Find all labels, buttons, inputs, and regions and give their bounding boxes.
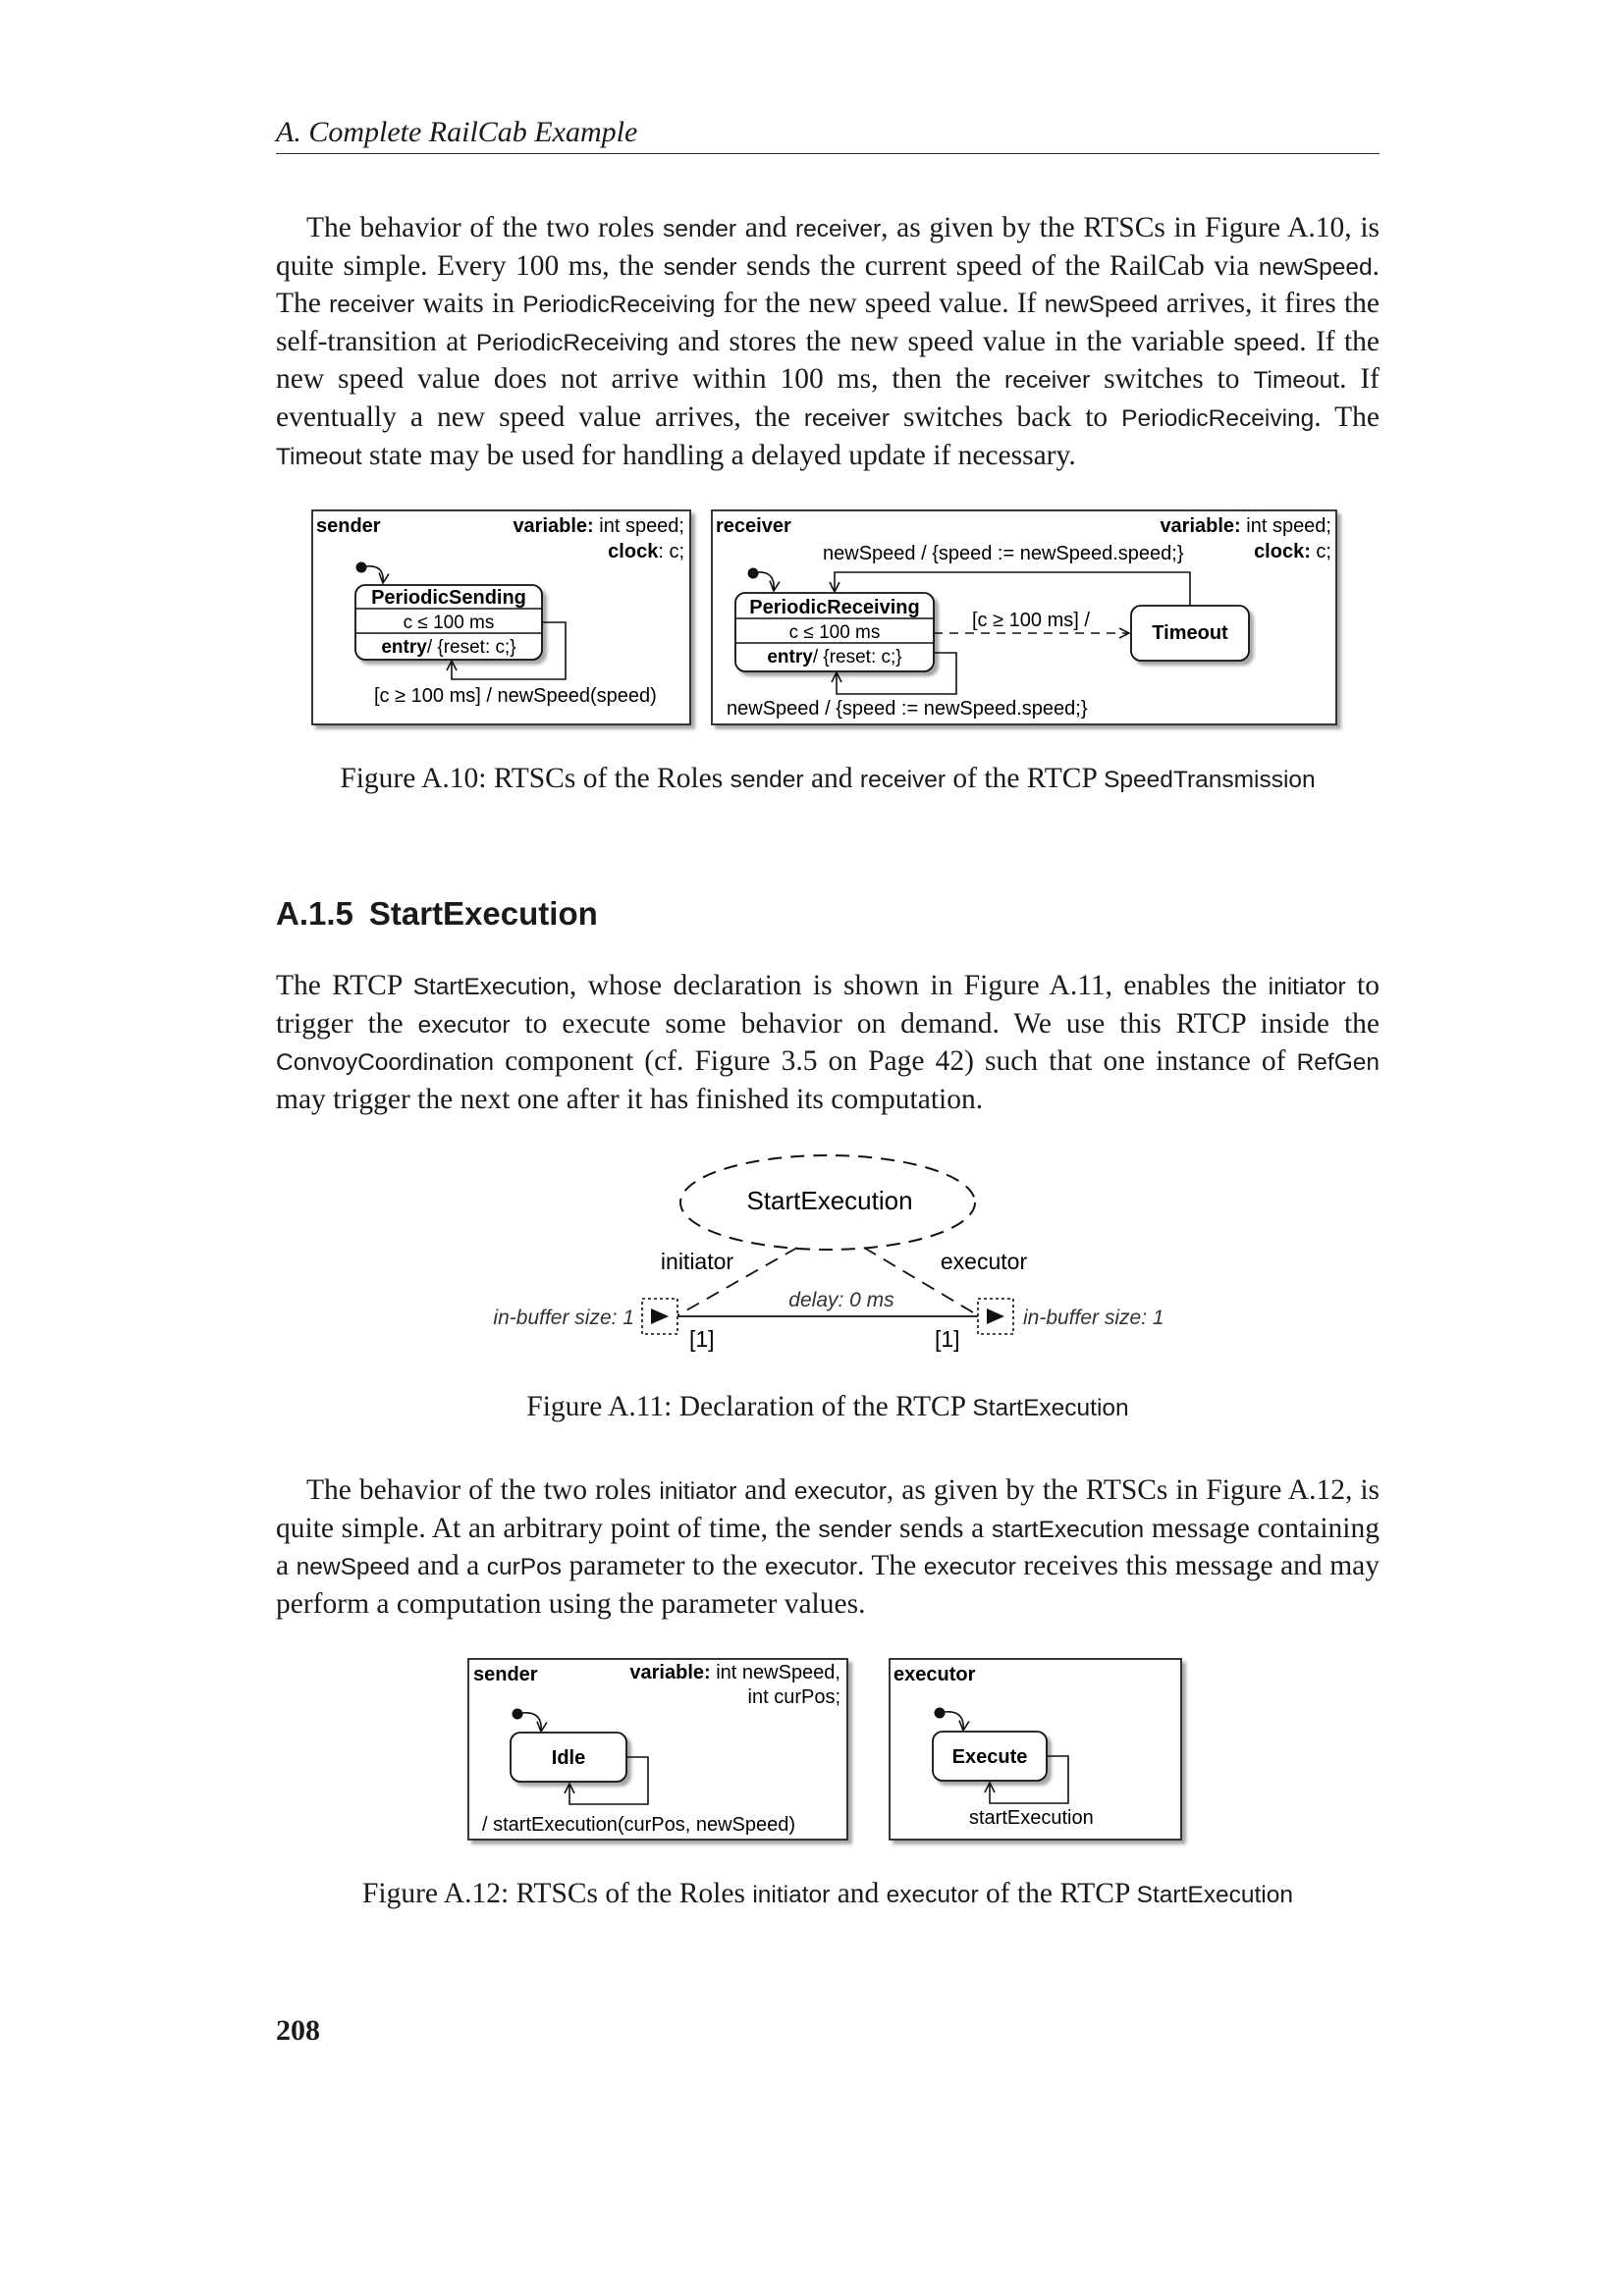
state-idle: [511, 1733, 626, 1782]
paragraph-2: The RTCP StartExecution, whose declaration is shown in Figure A.11, enables the initiator to trigger the executor to execute some behavior on demand. We use this RTCP inside the ConvoyCoordination component (cf. Figure 3.5 on Page 42) such that one instance of RefGen may trigger the next one after it has finished its computation.: [276, 970, 1380, 1115]
sender-variable-decl-2: int curPos;: [747, 1686, 840, 1708]
rtsc-sender-box: [468, 1659, 847, 1840]
state-periodic-receiving: [735, 593, 934, 671]
state-name: Idle: [551, 1747, 586, 1769]
running-header: A. Complete RailCab Example: [276, 112, 1380, 154]
initial-state-dot: [513, 1709, 523, 1720]
pattern-ellipse: [680, 1155, 975, 1250]
identifier: receiver: [859, 767, 947, 793]
pattern-name: StartExecution: [746, 1186, 913, 1215]
initial-state-dot: [356, 562, 367, 573]
state-execute: [933, 1732, 1047, 1781]
state-name: Execute: [951, 1746, 1028, 1768]
identifier: receiver: [1004, 367, 1091, 395]
identifier: initiator: [1268, 974, 1346, 1000]
receiver-clock-decl: clock: c;: [1254, 541, 1331, 562]
identifier: newSpeed: [296, 1554, 410, 1581]
sender-variable-decl: variable: int newSpeed,: [629, 1662, 840, 1683]
identifier: StartExecution: [412, 974, 569, 1000]
section-title: StartExecution: [368, 895, 598, 932]
sender-variable-decl: variable: int speed;: [513, 515, 684, 537]
receiver-top-transition-label: newSpeed / {speed := newSpeed.speed;}: [823, 543, 1184, 564]
right-buffer-label: in-buffer size: 1: [1023, 1307, 1164, 1329]
identifier: PeriodicReceiving: [522, 292, 716, 319]
figure-a10-caption: Figure A.10: RTSCs of the Roles sender and receiver of the RTCP SpeedTransmission: [340, 763, 1316, 794]
identifier: initiator: [752, 1882, 831, 1908]
figure-a11-caption: Figure A.11: Declaration of the RTCP StartExecution: [526, 1391, 1129, 1422]
sender-transition-label: / startExecution(curPos, newSpeed): [482, 1814, 796, 1836]
section-heading: [276, 895, 598, 933]
state-invariant: c ≤ 100 ms: [403, 613, 495, 633]
figure-a12: [468, 1659, 1181, 1840]
initiator-port: [642, 1299, 677, 1334]
identifier: startExecution: [991, 1516, 1145, 1543]
identifier: receiver: [329, 292, 415, 319]
paragraph-3: The behavior of the two roles initiator and executor, as given by the RTSCs in Figure A.12, is quite simple. At an arbitrary point of time, the sender sends a startExecution message containing a newSpeed and a curPos parameter to the executor. The executor receives this message and may perform a computation using the parameter values.: [276, 1474, 1380, 1620]
identifier: newSpeed: [1258, 253, 1373, 281]
identifier: executor: [793, 1478, 887, 1505]
rtsc-receiver-box: [712, 510, 1336, 724]
identifier: executor: [417, 1011, 511, 1039]
role-name-executor: executor: [893, 1664, 976, 1685]
identifier: speed: [1233, 329, 1300, 356]
right-multiplicity: [1]: [935, 1326, 960, 1352]
state-entry-action: entry/ {reset: c;}: [767, 647, 902, 667]
identifier: sender: [663, 253, 737, 281]
receiver-bottom-transition-label: newSpeed / {speed := newSpeed.speed;}: [727, 698, 1088, 720]
initial-state-dot: [748, 568, 759, 579]
left-multiplicity: [1]: [689, 1326, 715, 1352]
role-name-receiver: receiver: [716, 515, 791, 537]
identifier: executor: [923, 1554, 1016, 1581]
state-periodic-sending: [355, 585, 542, 660]
identifier: sender: [730, 767, 804, 793]
identifier: PeriodicReceiving: [475, 329, 670, 356]
role-name-sender: sender: [316, 515, 381, 537]
figure-a11: [493, 1155, 1164, 1352]
role-name-sender: sender: [473, 1664, 538, 1685]
identifier: executor: [886, 1882, 979, 1908]
figure-a12-caption: Figure A.12: RTSCs of the Roles initiator and executor of the RTCP StartExecution: [362, 1878, 1293, 1909]
identifier: receiver: [803, 404, 890, 432]
state-name: Timeout: [1152, 622, 1228, 644]
rtsc-executor-box: [890, 1659, 1181, 1840]
identifier: executor: [765, 1554, 858, 1581]
initiator-role-label: initiator: [660, 1249, 734, 1274]
identifier: StartExecution: [1136, 1882, 1293, 1908]
identifier: Timeout: [1253, 367, 1340, 395]
executor-transition-label: startExecution: [969, 1807, 1094, 1829]
receiver-variable-decl: variable: int speed;: [1160, 515, 1331, 537]
left-buffer-label: in-buffer size: 1: [493, 1307, 634, 1329]
rtsc-sender-box: [312, 510, 690, 724]
identifier: StartExecution: [972, 1395, 1129, 1421]
identifier: newSpeed: [1044, 292, 1159, 319]
state-invariant: c ≤ 100 ms: [788, 622, 881, 643]
identifier: RefGen: [1296, 1049, 1380, 1077]
sender-transition-label: [c ≥ 100 ms] / newSpeed(speed): [374, 685, 657, 707]
page-number: 208: [276, 2014, 320, 2047]
identifier: SpeedTransmission: [1104, 767, 1316, 793]
identifier: sender: [663, 216, 737, 242]
identifier: Timeout: [276, 443, 362, 470]
state-name: PeriodicSending: [371, 587, 526, 609]
identifier: sender: [818, 1516, 893, 1543]
figure-a10: [312, 510, 1336, 724]
sender-clock-decl: clock: c;: [608, 541, 684, 562]
initial-state-dot: [935, 1708, 946, 1719]
identifier: receiver: [794, 216, 882, 242]
identifier: ConvoyCoordination: [276, 1049, 494, 1077]
delay-label: delay: 0 ms: [788, 1289, 894, 1311]
executor-role-label: executor: [940, 1249, 1028, 1274]
paragraph-1: The behavior of the two roles sender and receiver, as given by the RTSCs in Figure A.10, is quite simple. Every 100 ms, the sender sends the current speed of the RailCab via newSpeed. The receiver waits in PeriodicReceiving for the new speed value. If newSpeed arrives, it fires the self-transition at PeriodicReceiving and stores the new speed value in the variable speed. If the new speed value does not arrive within 100 ms, then the receiver switches to Timeout. If eventually a new speed value arrives, the receiver switches back to PeriodicReceiving. The Timeout state may be used for handling a delayed update if necessary.: [276, 212, 1380, 471]
state-timeout: [1131, 606, 1249, 661]
timeout-transition-label: [c ≥ 100 ms] /: [972, 610, 1090, 631]
section-number: A.1.5: [276, 895, 353, 932]
identifier: curPos: [486, 1554, 562, 1581]
state-name: PeriodicReceiving: [749, 597, 920, 618]
executor-port: [978, 1299, 1013, 1334]
state-entry-action: entry/ {reset: c;}: [381, 637, 516, 658]
identifier: PeriodicReceiving: [1121, 404, 1315, 432]
identifier: initiator: [659, 1478, 737, 1505]
